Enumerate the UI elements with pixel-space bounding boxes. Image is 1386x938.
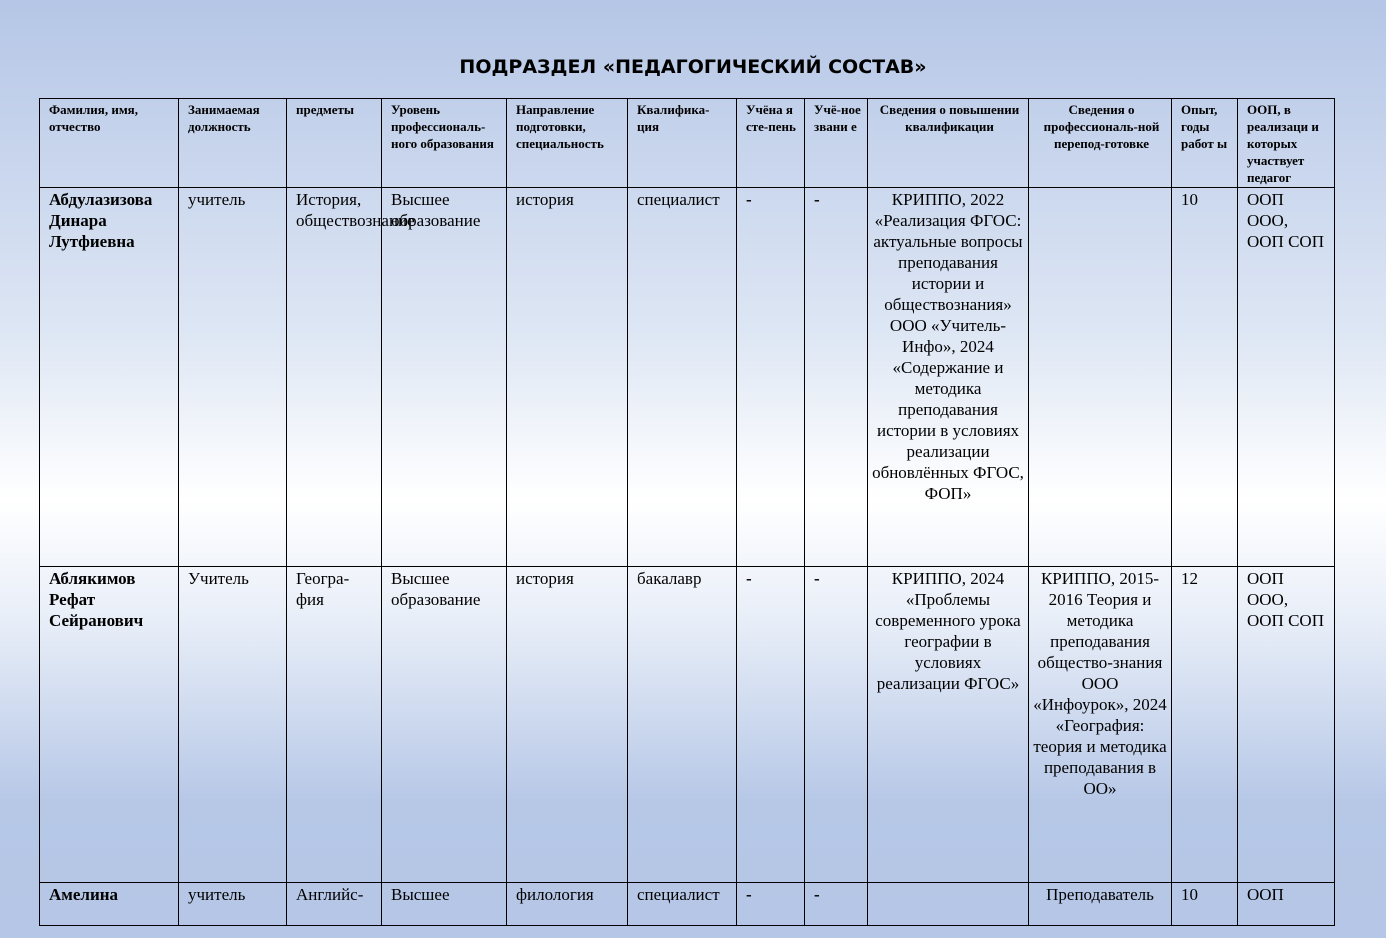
cell-qualification: специалист <box>628 188 737 567</box>
cell-name: Аблякимов Рефат Сейранович <box>40 567 179 883</box>
table-row <box>40 188 1335 567</box>
page-title: ПОДРАЗДЕЛ «ПЕДАГОГИЧЕСКИЙ СОСТАВ» <box>459 56 927 78</box>
cell-subjects: Английс- <box>287 883 382 926</box>
cell-position: Учитель <box>179 567 287 883</box>
header-specialty: Направление подготовки, специальность <box>507 99 628 188</box>
cell-degree: - <box>737 567 805 883</box>
cell-retraining: Преподаватель <box>1029 883 1172 926</box>
cell-retraining: КРИППО, 2015-2016 Теория и методика преподавания общество-знания ООО «Инфоурок», 2024 «География: теория и методика преподавания в ОО» <box>1029 567 1172 883</box>
header-retraining: Сведения о профессиональ-ной перепод-готовке <box>1029 99 1172 188</box>
header-name: Фамилия, имя, отчество <box>40 99 179 188</box>
cell-education: Высшее образование <box>382 567 507 883</box>
cell-programs: ООП <box>1238 883 1335 926</box>
table-header-row <box>40 99 1335 188</box>
cell-qualification: специалист <box>628 883 737 926</box>
table-row <box>40 883 1335 926</box>
cell-experience: 10 <box>1172 188 1238 567</box>
cell-training <box>868 883 1029 926</box>
cell-name: Абдулазизова Динара Лутфиевна <box>40 188 179 567</box>
header-training: Сведения о повышении квалификации <box>868 99 1029 188</box>
header-education: Уровень профессиональ-ного образования <box>382 99 507 188</box>
cell-specialty: история <box>507 567 628 883</box>
cell-specialty: история <box>507 188 628 567</box>
cell-name: Амелина <box>40 883 179 926</box>
cell-degree: - <box>737 188 805 567</box>
cell-specialty: филология <box>507 883 628 926</box>
cell-training: КРИППО, 2024 «Проблемы современного урока географии в условиях реализации ФГОС» <box>868 567 1029 883</box>
cell-retraining <box>1029 188 1172 567</box>
header-experience: Опыт, годы работ ы <box>1172 99 1238 188</box>
cell-education: Высшее образование <box>382 188 507 567</box>
cell-subjects: История, обществознание <box>287 188 382 567</box>
cell-training: КРИППО, 2022 «Реализация ФГОС: актуальные вопросы преподавания истории и обществознания» ООО «Учитель-Инфо», 2024 «Содержание и методика преподавания истории в условиях реализации обновлённых ФГОС, ФОП» <box>868 188 1029 567</box>
cell-position: учитель <box>179 188 287 567</box>
header-position: Занимаемая должность <box>179 99 287 188</box>
cell-experience: 10 <box>1172 883 1238 926</box>
table-row <box>40 567 1335 883</box>
cell-subjects: Геогра-фия <box>287 567 382 883</box>
cell-rank: - <box>805 188 868 567</box>
cell-programs: ООП ООО, ООП СОП <box>1238 188 1335 567</box>
cell-degree: - <box>737 883 805 926</box>
cell-experience: 12 <box>1172 567 1238 883</box>
cell-programs: ООП ООО, ООП СОП <box>1238 567 1335 883</box>
header-degree: Учёна я сте-пень <box>737 99 805 188</box>
staff-table <box>39 98 1335 926</box>
staff-table-container <box>39 98 1334 905</box>
cell-qualification: бакалавр <box>628 567 737 883</box>
header-programs: ООП, в реализаци и которых участвует педагог <box>1238 99 1335 188</box>
cell-rank: - <box>805 883 868 926</box>
cell-education: Высшее <box>382 883 507 926</box>
header-qualification: Квалифика-ция <box>628 99 737 188</box>
cell-rank: - <box>805 567 868 883</box>
header-subjects: предметы <box>287 99 382 188</box>
header-rank: Учё-ное звани е <box>805 99 868 188</box>
cell-position: учитель <box>179 883 287 926</box>
